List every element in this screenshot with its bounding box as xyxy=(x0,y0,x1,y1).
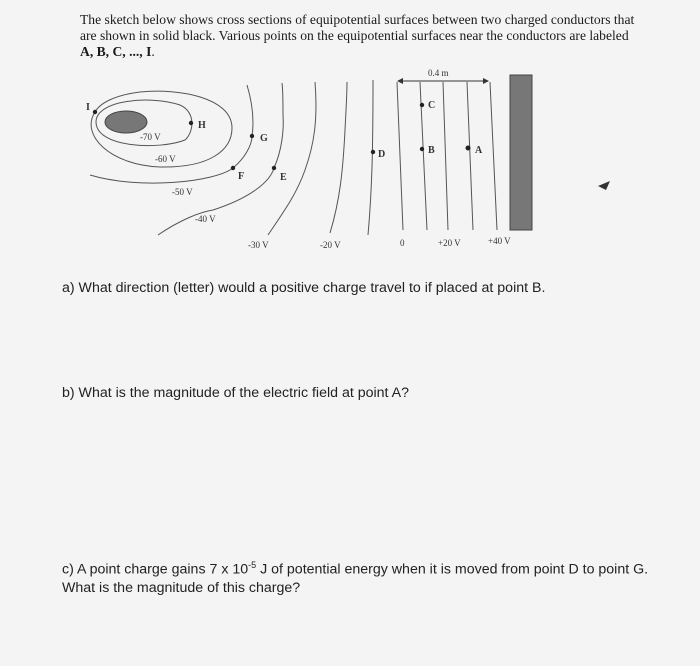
label-70v: -70 V xyxy=(140,132,161,142)
point-c-label: C xyxy=(428,100,436,111)
label-30v: -30 V xyxy=(248,240,269,250)
question-c: c) A point charge gains 7 x $10^{-5}$ J of potential energy when it is moved from point D to point G. What is the magnitude of this charge? xyxy=(62,560,649,596)
point-a-label: A xyxy=(475,145,483,156)
distance-label: 0.4 m xyxy=(428,68,449,78)
point-d-label: D xyxy=(378,149,386,160)
cursor-icon xyxy=(598,181,610,190)
label-60v: -60 V xyxy=(155,154,176,164)
label-0v: 0 xyxy=(400,238,405,248)
problem-intro: The sketch below shows cross sections of equipotential surfaces between two charged conductors that are shown in solid black. Various points on the equipotential surfaces near the conductors are labeled A, B, C, ..., I. xyxy=(80,12,635,59)
label-20v-pos: +20 V xyxy=(438,238,461,248)
point-f-label: F xyxy=(238,171,245,182)
equipotential-10 xyxy=(368,80,373,235)
point-h-label: H xyxy=(198,120,206,131)
conductor-left xyxy=(105,111,147,133)
label-50v: -50 V xyxy=(172,187,193,197)
equipotential-50 xyxy=(90,85,253,183)
question-a: a) What direction (letter) would a positive charge travel to if placed at point B. xyxy=(62,280,546,296)
label-40v: -40 V xyxy=(195,214,216,224)
point-b-label: B xyxy=(428,145,435,156)
equipotential-30 xyxy=(268,82,316,235)
question-b: b) What is the magnitude of the electric field at point A? xyxy=(62,385,409,401)
label-40v-pos: +40 V xyxy=(488,236,511,246)
point-i-label: I xyxy=(86,102,90,113)
label-20v: -20 V xyxy=(320,240,341,250)
conductor-right xyxy=(510,75,532,230)
equipotential-20 xyxy=(330,82,347,233)
point-g-label: G xyxy=(260,133,268,144)
point-e-label: E xyxy=(280,172,287,183)
equipotential-40 xyxy=(158,83,283,235)
